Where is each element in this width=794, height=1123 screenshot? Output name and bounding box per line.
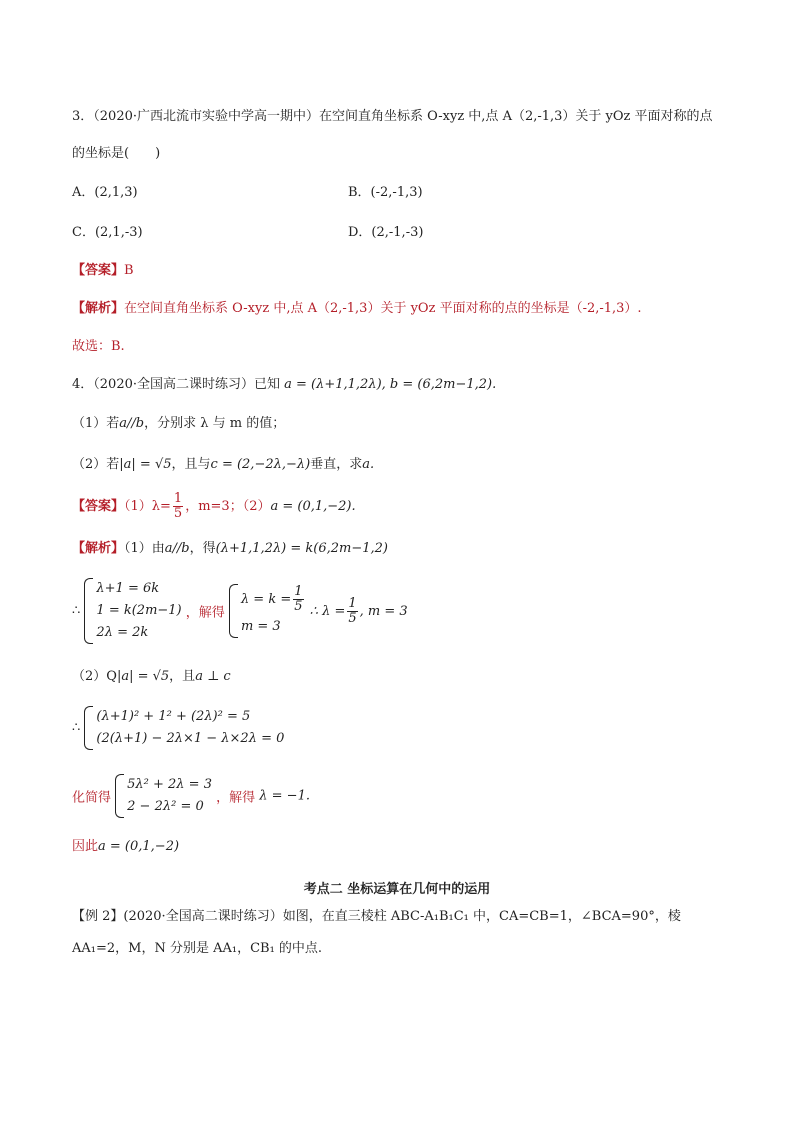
answer-label: 【答案】	[72, 499, 125, 514]
q3-conclusion: 故选：B.	[72, 339, 125, 354]
q4-part1-prefix: （1）若	[72, 416, 120, 431]
answer-value: B	[124, 263, 134, 278]
equation-system-1: λ+1 = 6k 1 = k(2m−1) 2λ = 2k	[84, 578, 181, 644]
q3-option-b: B．(-2,-1,3)	[348, 185, 423, 200]
q3-option-a: A．(2,1,3)	[72, 185, 138, 200]
q4-an2-math: |a| = √5	[116, 669, 170, 684]
q3-stem-line2: 的坐标是( )	[72, 146, 161, 161]
equation-system-2: λ = k = $\frac{1}{5}$ m = 3	[229, 584, 306, 638]
equation-system-4: 5λ² + 2λ = 3 2 − 2λ² = 0	[115, 774, 212, 818]
q4-ans1-vec: a = (0,1,−2).	[270, 499, 356, 514]
q4-answer	[72, 492, 356, 521]
analysis-label: 【解析】	[72, 301, 125, 316]
q4-part1	[72, 415, 285, 433]
q4-an2-prefix: （2）Q	[72, 669, 117, 684]
q4-part2-math2: c = (2,−2λ,−λ)	[210, 457, 311, 472]
equation-system-3: (λ+1)² + 1² + (2λ)² = 5 (2(λ+1) − 2λ×1 − λ×2λ = 0	[84, 706, 284, 750]
q4-an2-math2: a ⊥ c	[195, 669, 231, 684]
solve-word: ，解得	[185, 605, 225, 621]
q4-system-3-block	[72, 706, 284, 750]
q4-an1-prefix: （1）由	[124, 541, 165, 556]
q4-part2-prefix: （2）若	[72, 457, 120, 472]
example2-line1: 【例 2】(2020·全国高二课时练习）如图，在直三棱柱 ABC-A₁B₁C₁ 中，CA=CB=1，∠BCA=90°，棱	[72, 909, 681, 924]
q4-part2-math1: |a| = √5	[119, 457, 172, 472]
q4-stem-math: a = (λ+1,1,2λ), b = (6,2m−1,2).	[284, 377, 497, 392]
q3-stem-line1: 3．（2020·广西北流市实验中学高一期中）在空间直角坐标系 O-xyz 中,点 A（2,-1,3）关于 yOz 平面对称的点	[72, 109, 713, 124]
q4-ans1-prefix: （1）λ=	[124, 499, 171, 514]
q4-analysis-part2	[72, 668, 231, 686]
fraction: $\frac{1}{5}$	[173, 491, 183, 521]
q3-answer	[72, 262, 134, 280]
q4-part2	[72, 456, 374, 474]
q4-part2-suffix: 垂直，求	[310, 457, 363, 472]
example2-line2: AA₁=2，M，N 分别是 AA₁，CB₁ 的中点.	[72, 941, 323, 956]
q3-option-d: D．(2,-1,-3)	[348, 225, 424, 240]
section-title: 考点二 坐标运算在几何中的运用	[303, 882, 491, 897]
analysis-text: 在空间直角坐标系 O-xyz 中,点 A（2,-1,3）关于 yOz 平面对称的点的坐标是（-2,-1,3）.	[124, 301, 642, 316]
q4-stem-prefix: 4．（2020·全国高二课时练习）已知	[72, 377, 280, 392]
q4-part1-math: a//b	[119, 416, 145, 431]
q4-ans1-mid: ，m=3；（2）	[185, 499, 271, 514]
q4-part2-mid: ，且与	[171, 457, 211, 472]
simplify-tail-word: ，解得	[216, 790, 256, 806]
q3-option-c: C．(2,1,-3)	[72, 225, 143, 240]
q4-analysis-line1	[72, 540, 388, 558]
q4-an1-math1: a//b	[164, 541, 190, 556]
q4-an1-math2: (λ+1,1,2λ) = k(6,2m−1,2)	[215, 541, 388, 556]
simplify-tail-math: λ = −1.	[259, 788, 310, 804]
answer-label: 【答案】	[72, 263, 125, 278]
q4-an1-mid: ，得	[189, 541, 216, 556]
simplify-word: 化简得	[72, 790, 112, 806]
q3-analysis	[72, 300, 642, 318]
q4-an2-mid: ，且	[169, 669, 196, 684]
final-word: 因此	[72, 839, 99, 854]
q4-lambda-result: ∴ λ = $\frac{1}{5}$ , m = 3	[309, 595, 408, 626]
q4-stem	[72, 376, 496, 394]
q4-part2-end: a.	[362, 457, 375, 472]
q4-part1-suffix: ，分别求 λ 与 m 的值；	[144, 416, 286, 431]
q4-simplify-block	[72, 774, 310, 818]
q4-system-block	[72, 578, 408, 644]
analysis-label: 【解析】	[72, 541, 125, 556]
final-math: a = (0,1,−2)	[98, 839, 180, 854]
therefore-symbol: ∴	[72, 603, 81, 619]
q4-final	[72, 838, 179, 856]
therefore-symbol: ∴	[72, 720, 81, 736]
